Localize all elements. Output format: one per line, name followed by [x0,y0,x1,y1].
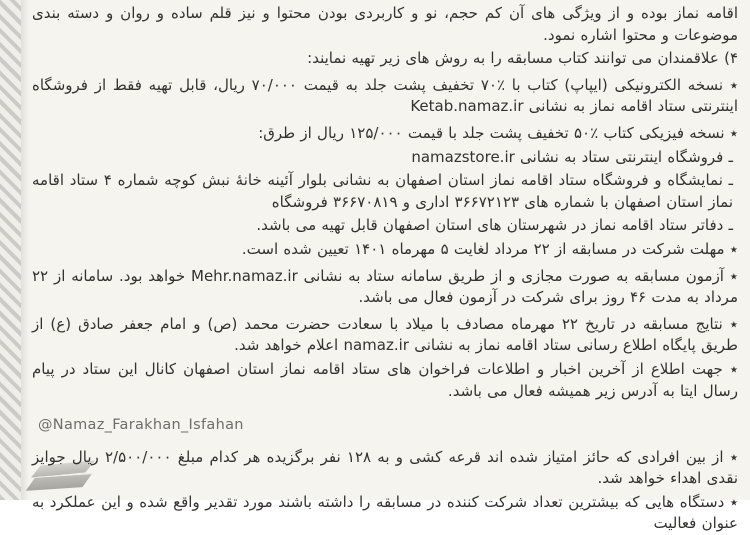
top-organizations-note: ٭ دستگاه هایی که بیشترین تعداد شرکت کننده در مسابقه را داشته باشند مورد تقدیر واقع شده و این عملکرد به عنوان فعالیت [32,492,738,533]
results-announcement-note: ٭ نتایج مسابقه در تاریخ ۲۲ مهرماه مصادف با میلاد با سعادت حضرت محمد (ص) و امام جعفر صادق (ع) از طریق پایگاه اطلاع رسانی ستاد اقامه نماز به نشانی namaz.ir اعلام خواهد شد. [32,314,738,355]
prize-drawing-note: ٭ از بین افرادی که حائز امتیاز شده اند قرعه کشی و به ۱۲۸ نفر برگزیده هر کدام مبلغ ۲/۵۰۰/۰۰۰ ریال جوایز نقدی اهداء خواهد شد. [32,447,738,488]
county-offices-subitem: ـ دفاتر ستاد اقامه نماز در شهرستان های استان اصفهان قابل تهیه می باشد. [256,216,733,235]
deadline-note: ٭ مهلت شرکت در مسابقه از ۲۲ مرداد لغایت ۵ مهرماه ۱۴۰۱ تعیین شده است. [241,239,738,258]
eitaa-channel-handle: @Namaz_Farakhan_Isfahan [38,417,244,434]
news-channel-note: ٭ جهت اطلاع از آخرین اخبار و اطلاعات فراخوان های ستاد اقامه نماز استان اصفهان کانال این ستاد در پیام رسال ایتا به آدرس زیر همیشه فعال می باشد. [32,359,738,400]
intro-conclusion-paragraph: اقامه نماز بوده و از ویژگی های آن کم حجم، نو و کاربردی بودن محتوا و نیز قلم ساده و روان و دسته بندی موضوعات و محتوا اشاره نمود. [32,4,738,44]
document-body [32,1,738,535]
spiral-binding-edge [0,0,21,500]
isfahan-store-subitem: ـ نمایشگاه و فروشگاه ستاد اقامه نماز استان اصفهان به نشانی بلوار آئینه خانهٔ نبش کوچه شماره ۴ ستاد اقامه نماز استان اصفهان با شماره های ۳۶۶۷۲۱۲۳ اداری و ۳۶۶۷۰۸۱۹ فروشگاه [32,171,733,211]
physical-version-item: ٭ نسخه فیزیکی کتاب ٪۵۰ تخفیف پشت جلد با قیمت ۱۲۵/۰۰۰ ریال از طرق: [258,123,738,142]
exam-platform-note: ٭ آزمون مسابقه به صورت مجازی و از طریق سامانه ستاد به نشانی Mehr.namaz.ir خواهد بود. سامانه از ۲۲ مرداد به مدت ۴۶ روز برای شرکت در آزمون فعال می باشد. [32,266,738,307]
section-4-heading: ۴) علاقمندان می توانند کتاب مسابقه را به روش های زیر تهیه نمایند: [307,49,738,68]
binding-shadow [21,0,29,500]
online-store-subitem: ـ فروشگاه اینترنتی ستاد به نشانی namazstore.ir [411,147,733,166]
electronic-version-item: ٭ نسخه الکترونیکی (ایپاپ) کتاب با ٪۷۰ تخفیف پشت جلد به قیمت ۷۰/۰۰۰ ریال، قابل تهیه فقط از فروشگاه اینترنتی ستاد اقامه نماز به نشانی Ketab.namaz.ir [32,75,738,116]
